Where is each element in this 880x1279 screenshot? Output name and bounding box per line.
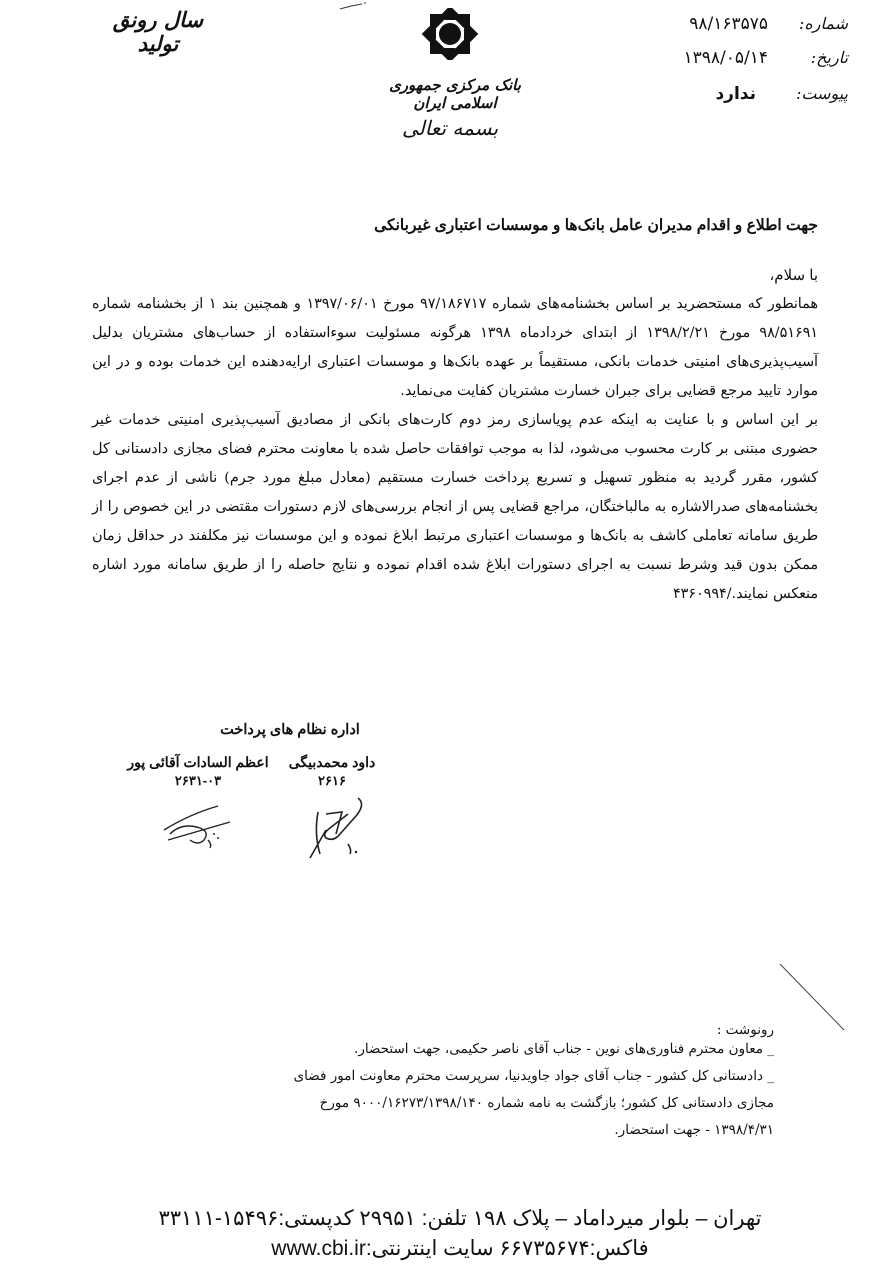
slogan-line-2: تولید: [137, 31, 179, 56]
attachment-value: ندارد: [715, 84, 756, 104]
footer-line-1: تهران – بلوار میرداماد – پلاک ۱۹۸ تلفن: ۲۹۹۵۱ کدپستی:۱۵۴۹۶-۳۳۱۱۱: [158, 1207, 762, 1230]
signer-1-code: ۲۶۱۶: [318, 773, 346, 788]
cc-title: رونوشت :: [716, 1022, 774, 1038]
cbi-emblem-icon: [418, 8, 482, 60]
cc-list: [262, 1036, 774, 1144]
bismillah: بسمه تعالی: [401, 116, 499, 140]
date-label: تاریخ:: [810, 48, 848, 67]
recipient-heading: جهت اطلاع و اقدام مدیران عامل بانک‌ها و موسسات اعتباری غیربانکی: [374, 217, 818, 234]
paragraph-1: همانطور که مستحضرید بر اساس بخشنامه‌های شماره ۹۷/۱۸۶۷۱۷ مورخ ۱۳۹۷/۰۶/۰۱ و همچنین بند ۱ از بخشنامه شماره ۹۸/۵۱۶۹۱ مورخ ۱۳۹۸/۲/۲۱ از ابتدای خردادماه ۱۳۹۸ هرگونه مسئولیت سوءاستفاده از حساب‌های مشتریان بدلیل آسیب‌پذیری‌های امنیتی خدمات بانکی، مستقیماً بر عهده بانک‌ها و موسسات اعتباری ارایه‌دهنده این خدمات بوده و در این موارد تایید مرجع قضایی برای جبران خسارت مشتریان کفایت می‌نماید.: [92, 296, 818, 399]
department-name: اداره نظام های پرداخت: [220, 722, 360, 738]
slogan: [108, 8, 208, 56]
cc-divider-mark: [778, 962, 848, 1032]
bank-name: بانک مرکزی جمهوری اسلامی ایران: [389, 76, 521, 112]
attachment-label: پیوست:: [795, 84, 848, 103]
signer-2: [118, 754, 278, 789]
greeting: با سلام،: [769, 267, 818, 284]
pen-mark: [338, 0, 368, 14]
signer-1-name: داود محمدبیگی: [288, 754, 376, 770]
letter-meta: [588, 14, 848, 118]
signer-2-code: ۲۶۳۱-۰۳: [174, 773, 222, 788]
signature-1-mark: [296, 794, 376, 864]
footer-line-2: فاکس:۶۶۷۳۵۶۷۴ سایت اینترنتی:www.cbi.ir: [271, 1237, 649, 1260]
letter-body: [92, 290, 818, 609]
slogan-line-1: سال رونق: [112, 7, 204, 32]
letter-date: ۱۳۹۸/۰۵/۱۴: [683, 48, 768, 68]
signer-1: [262, 754, 402, 789]
cc-line-1: _ معاون محترم فناوری‌های نوین - جناب آقای ناصر حکیمی، جهت استحضار.: [354, 1041, 774, 1057]
cc-line-2: _ دادستانی کل کشور - جناب آقای جواد جاویدنیا، سرپرست محترم معاونت امور فضای مجازی دادستانی کل کشور؛ بازگشت به نامه شماره ۹۰۰۰/۱۶۲۷۳/۱۳۹۸/۱۴۰ مورخ ۱۳۹۸/۴/۳۱ - جهت استحضار.: [293, 1068, 774, 1138]
footer-address: [100, 1204, 820, 1264]
signer-2-name: اعظم السادات آقائی پور: [127, 754, 269, 770]
number-label: شماره:: [798, 14, 848, 33]
paragraph-2: بر این اساس و با عنایت به اینکه عدم پویاسازی رمز دوم کارت‌های بانکی از مصادیق آسیب‌پذیری امنیتی خدمات غیر حضوری مبتنی بر کارت محسوب می‌شود، لذا به موجب توافقات حاصل شده با معاونت محترم فضای مجازی دادستانی کل کشور، مقرر گردید به منظور تسهیل و تسریع پرداخت خسارت مستقیم (معادل مبلغ مورد جرم) ناشی از عدم اجرای بخشنامه‌های صدرالاشاره به مالباختگان، مراجع قضایی پس از انجام بررسی‌های لازم دستورات مقتضی در این خصوص را از طریق سامانه تعاملی کاشف به بانک‌ها و موسسات اعتباری مرتبط ابلاغ نموده و این موسسات نیز مکلفند در حداقل زمان ممکن بدون قید وشرط نسبت به اجرای دستورات ابلاغ شده اقدام نموده و نتایج حاصله را از طریق سامانه مورد اشاره منعکس نمایند./۴۳۶۰۹۹۴: [92, 412, 818, 602]
signature-2-mark: [160, 800, 240, 852]
letter-number: ۹۸/۱۶۳۵۷۵: [689, 14, 768, 34]
